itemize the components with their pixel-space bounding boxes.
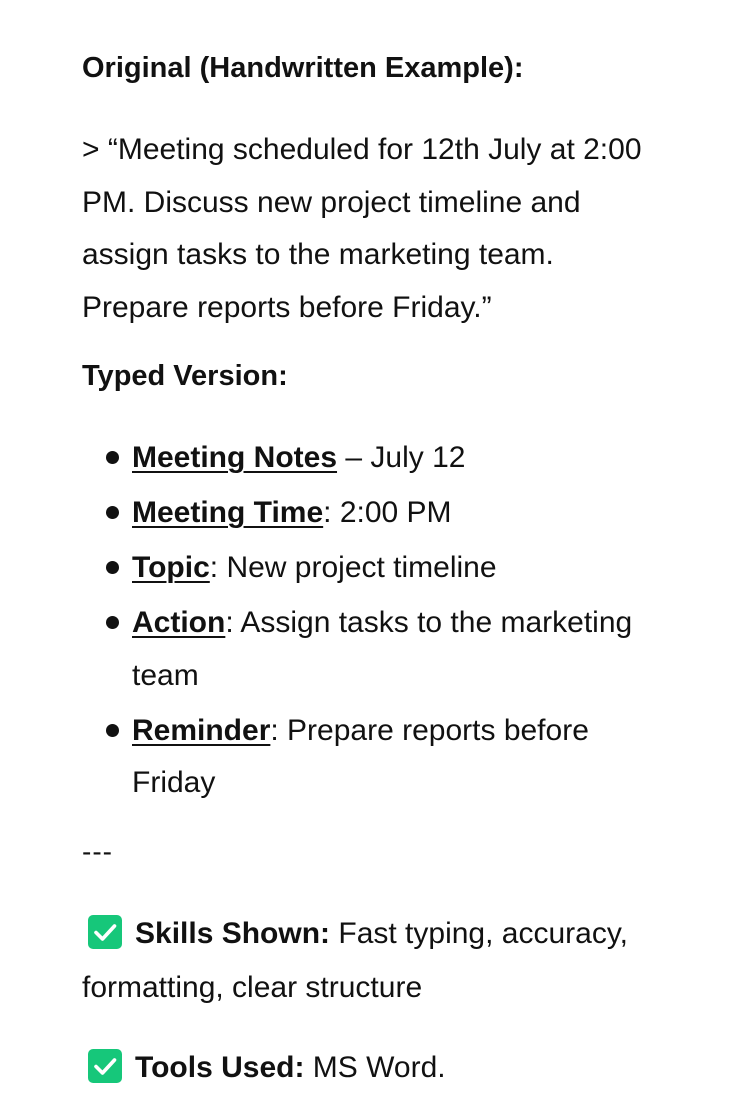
- skills-shown: [82, 907, 662, 1015]
- item-value: : Prepare reports before Friday: [132, 713, 589, 799]
- check-mark-button-icon: [88, 1049, 122, 1083]
- item-key: Reminder: [132, 713, 271, 747]
- check-mark-button-icon: [88, 915, 122, 949]
- typed-heading: Typed Version:: [82, 360, 288, 392]
- item-key: Meeting Notes: [132, 441, 338, 474]
- bullet-icon: [106, 506, 119, 519]
- tools-value: MS Word.: [304, 1051, 446, 1084]
- list-item: [106, 542, 666, 595]
- bullet-icon: [106, 724, 119, 737]
- list-item: [106, 432, 666, 485]
- bullet-icon: [106, 451, 119, 464]
- item-key: Action: [132, 606, 226, 639]
- original-quote: > “Meeting scheduled for 12th July at 2:00 PM. Discuss new project timeline and assign tasks to the marketing team. Prepare reports before Friday.”: [82, 133, 642, 324]
- item-value: – July 12: [337, 441, 466, 474]
- tools-used: [82, 1041, 662, 1095]
- item-value: : 2:00 PM: [323, 496, 452, 529]
- tools-label: Tools Used:: [135, 1051, 305, 1084]
- bullet-icon: [106, 561, 119, 574]
- skills-value: Fast typing, accuracy, formatting, clear structure: [82, 917, 628, 1004]
- item-key: Topic: [132, 551, 210, 584]
- bullet-icon: [106, 616, 119, 629]
- list-item: [106, 487, 666, 540]
- item-value: : New project timeline: [209, 551, 497, 584]
- item-value: : Assign tasks to the marketing team: [132, 606, 633, 692]
- list-item: [106, 597, 666, 702]
- list-item: [106, 705, 666, 810]
- skills-label: Skills Shown:: [135, 917, 331, 950]
- section-divider: ---: [82, 836, 113, 867]
- item-key: Meeting Time: [132, 496, 324, 529]
- typed-bullet-list: [106, 432, 666, 812]
- original-heading: Original (Handwritten Example):: [82, 52, 524, 84]
